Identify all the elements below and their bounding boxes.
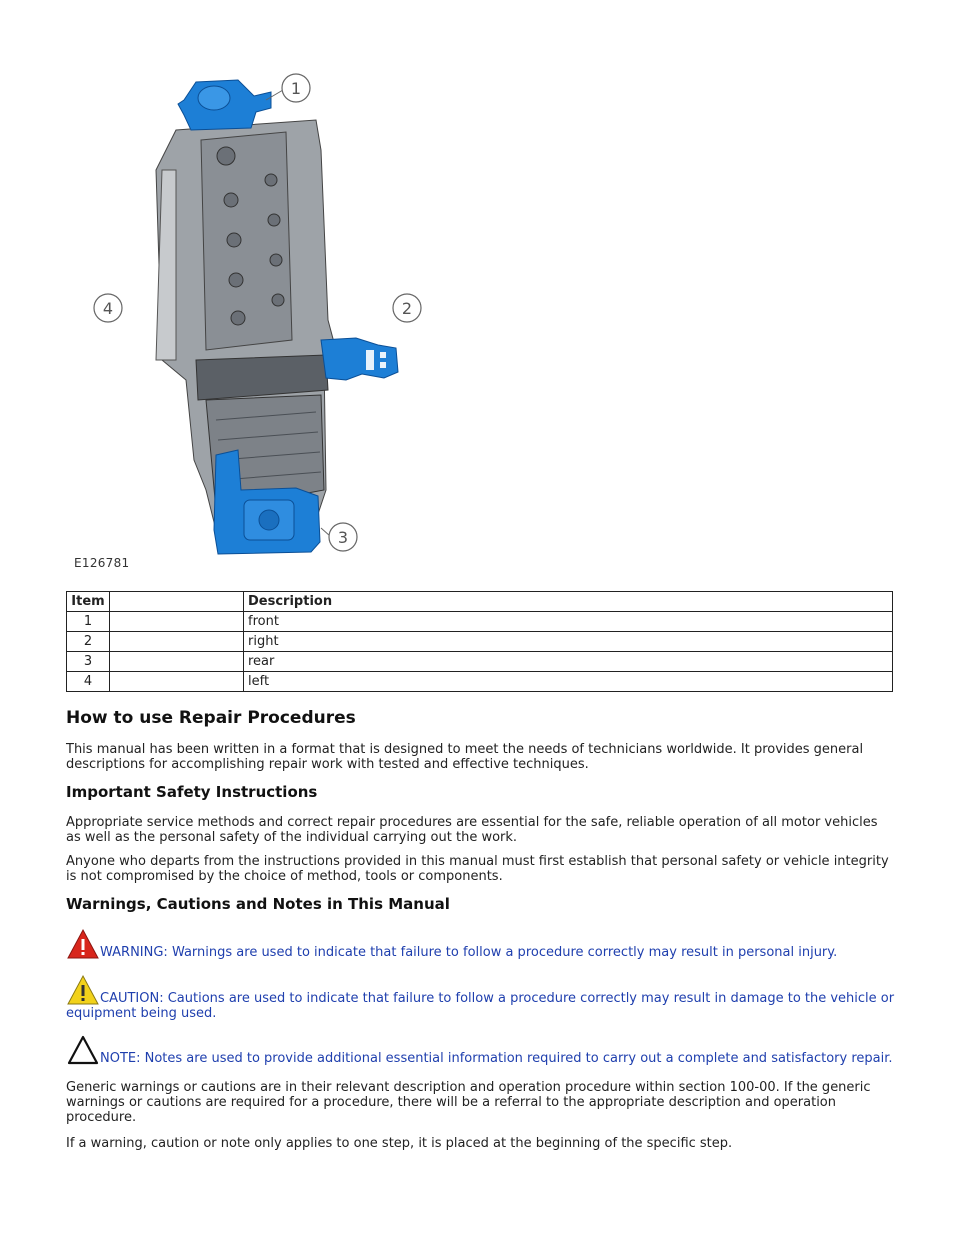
table-header-description: Description bbox=[244, 592, 893, 612]
table-row bbox=[67, 672, 893, 692]
table-header-blank bbox=[110, 592, 244, 612]
paragraph-safety-1: Appropriate service methods and correct repair procedures are essential for the safe, reliable operation of all motor vehicles as well as the personal safety of the individual carrying out the work. bbox=[66, 815, 878, 845]
table-cell-blank bbox=[110, 632, 244, 652]
item-table bbox=[66, 591, 893, 692]
warning-note bbox=[66, 928, 896, 960]
caution-note bbox=[66, 974, 896, 1021]
note-text: NOTE: Notes are used to provide additional essential information required to carry out a complete and satisfactory repair. bbox=[100, 1051, 893, 1066]
svg-text:2: 2 bbox=[401, 299, 413, 318]
paragraph-step: If a warning, caution or note only applies to one step, it is placed at the beginning of the specific step. bbox=[66, 1136, 733, 1151]
table-cell-blank bbox=[110, 652, 244, 672]
table-cell-item: 3 bbox=[67, 652, 110, 672]
table-cell-blank bbox=[110, 612, 244, 632]
table-cell-item: 2 bbox=[67, 632, 110, 652]
table-row bbox=[67, 632, 893, 652]
svg-text:1: 1 bbox=[290, 79, 302, 98]
engine-mount-right bbox=[321, 338, 398, 380]
section-title-warnings: Warnings, Cautions and Notes in This Manual bbox=[66, 895, 450, 913]
table-cell-description: rear bbox=[244, 652, 893, 672]
section-title-safety: Important Safety Instructions bbox=[66, 783, 318, 801]
table-header-item: Item bbox=[67, 592, 110, 612]
table-cell-blank bbox=[110, 672, 244, 692]
paragraph-repair: This manual has been written in a format that is designed to meet the needs of technicians worldwide. It provides general descriptions for accomplishing repair work with tested and effective techniques. bbox=[66, 742, 864, 772]
table-cell-description: left bbox=[244, 672, 893, 692]
table-cell-description: right bbox=[244, 632, 893, 652]
engine-mount-front bbox=[178, 80, 271, 130]
note-note bbox=[66, 1034, 896, 1066]
section-title-repair: How to use Repair Procedures bbox=[66, 708, 356, 728]
callout-3 bbox=[321, 523, 357, 551]
figure-code: E126781 bbox=[74, 556, 130, 570]
table-header-row bbox=[67, 592, 893, 612]
callout-4 bbox=[94, 294, 122, 322]
svg-text:3: 3 bbox=[337, 528, 349, 547]
table-cell-item: 4 bbox=[67, 672, 110, 692]
table-row bbox=[67, 652, 893, 672]
callout-2 bbox=[393, 294, 421, 322]
warning-triangle-icon bbox=[66, 928, 100, 960]
engine-figure bbox=[66, 60, 446, 580]
table-cell-description: front bbox=[244, 612, 893, 632]
callout-1 bbox=[266, 74, 310, 102]
paragraph-safety-2: Anyone who departs from the instructions provided in this manual must first establish that personal safety or vehicle integrity is not compromised by the choice of method, tools or components. bbox=[66, 854, 889, 884]
warning-text: WARNING: Warnings are used to indicate that failure to follow a procedure correctly may result in personal injury. bbox=[100, 945, 838, 960]
caution-text: CAUTION: Cautions are used to indicate that failure to follow a procedure correctly may result in damage to the vehicle or equipment being used. bbox=[66, 991, 895, 1021]
caution-triangle-icon bbox=[66, 974, 100, 1006]
paragraph-generic: Generic warnings or cautions are in their relevant description and operation procedure within section 100-00. If the generic warnings or cautions are required for a procedure, there will be a referral to the appropriate description and operation procedure. bbox=[66, 1080, 871, 1125]
engine-illustration bbox=[156, 120, 336, 530]
table-row bbox=[67, 612, 893, 632]
note-triangle-icon bbox=[66, 1034, 100, 1066]
table-cell-item: 1 bbox=[67, 612, 110, 632]
svg-text:4: 4 bbox=[102, 299, 114, 318]
